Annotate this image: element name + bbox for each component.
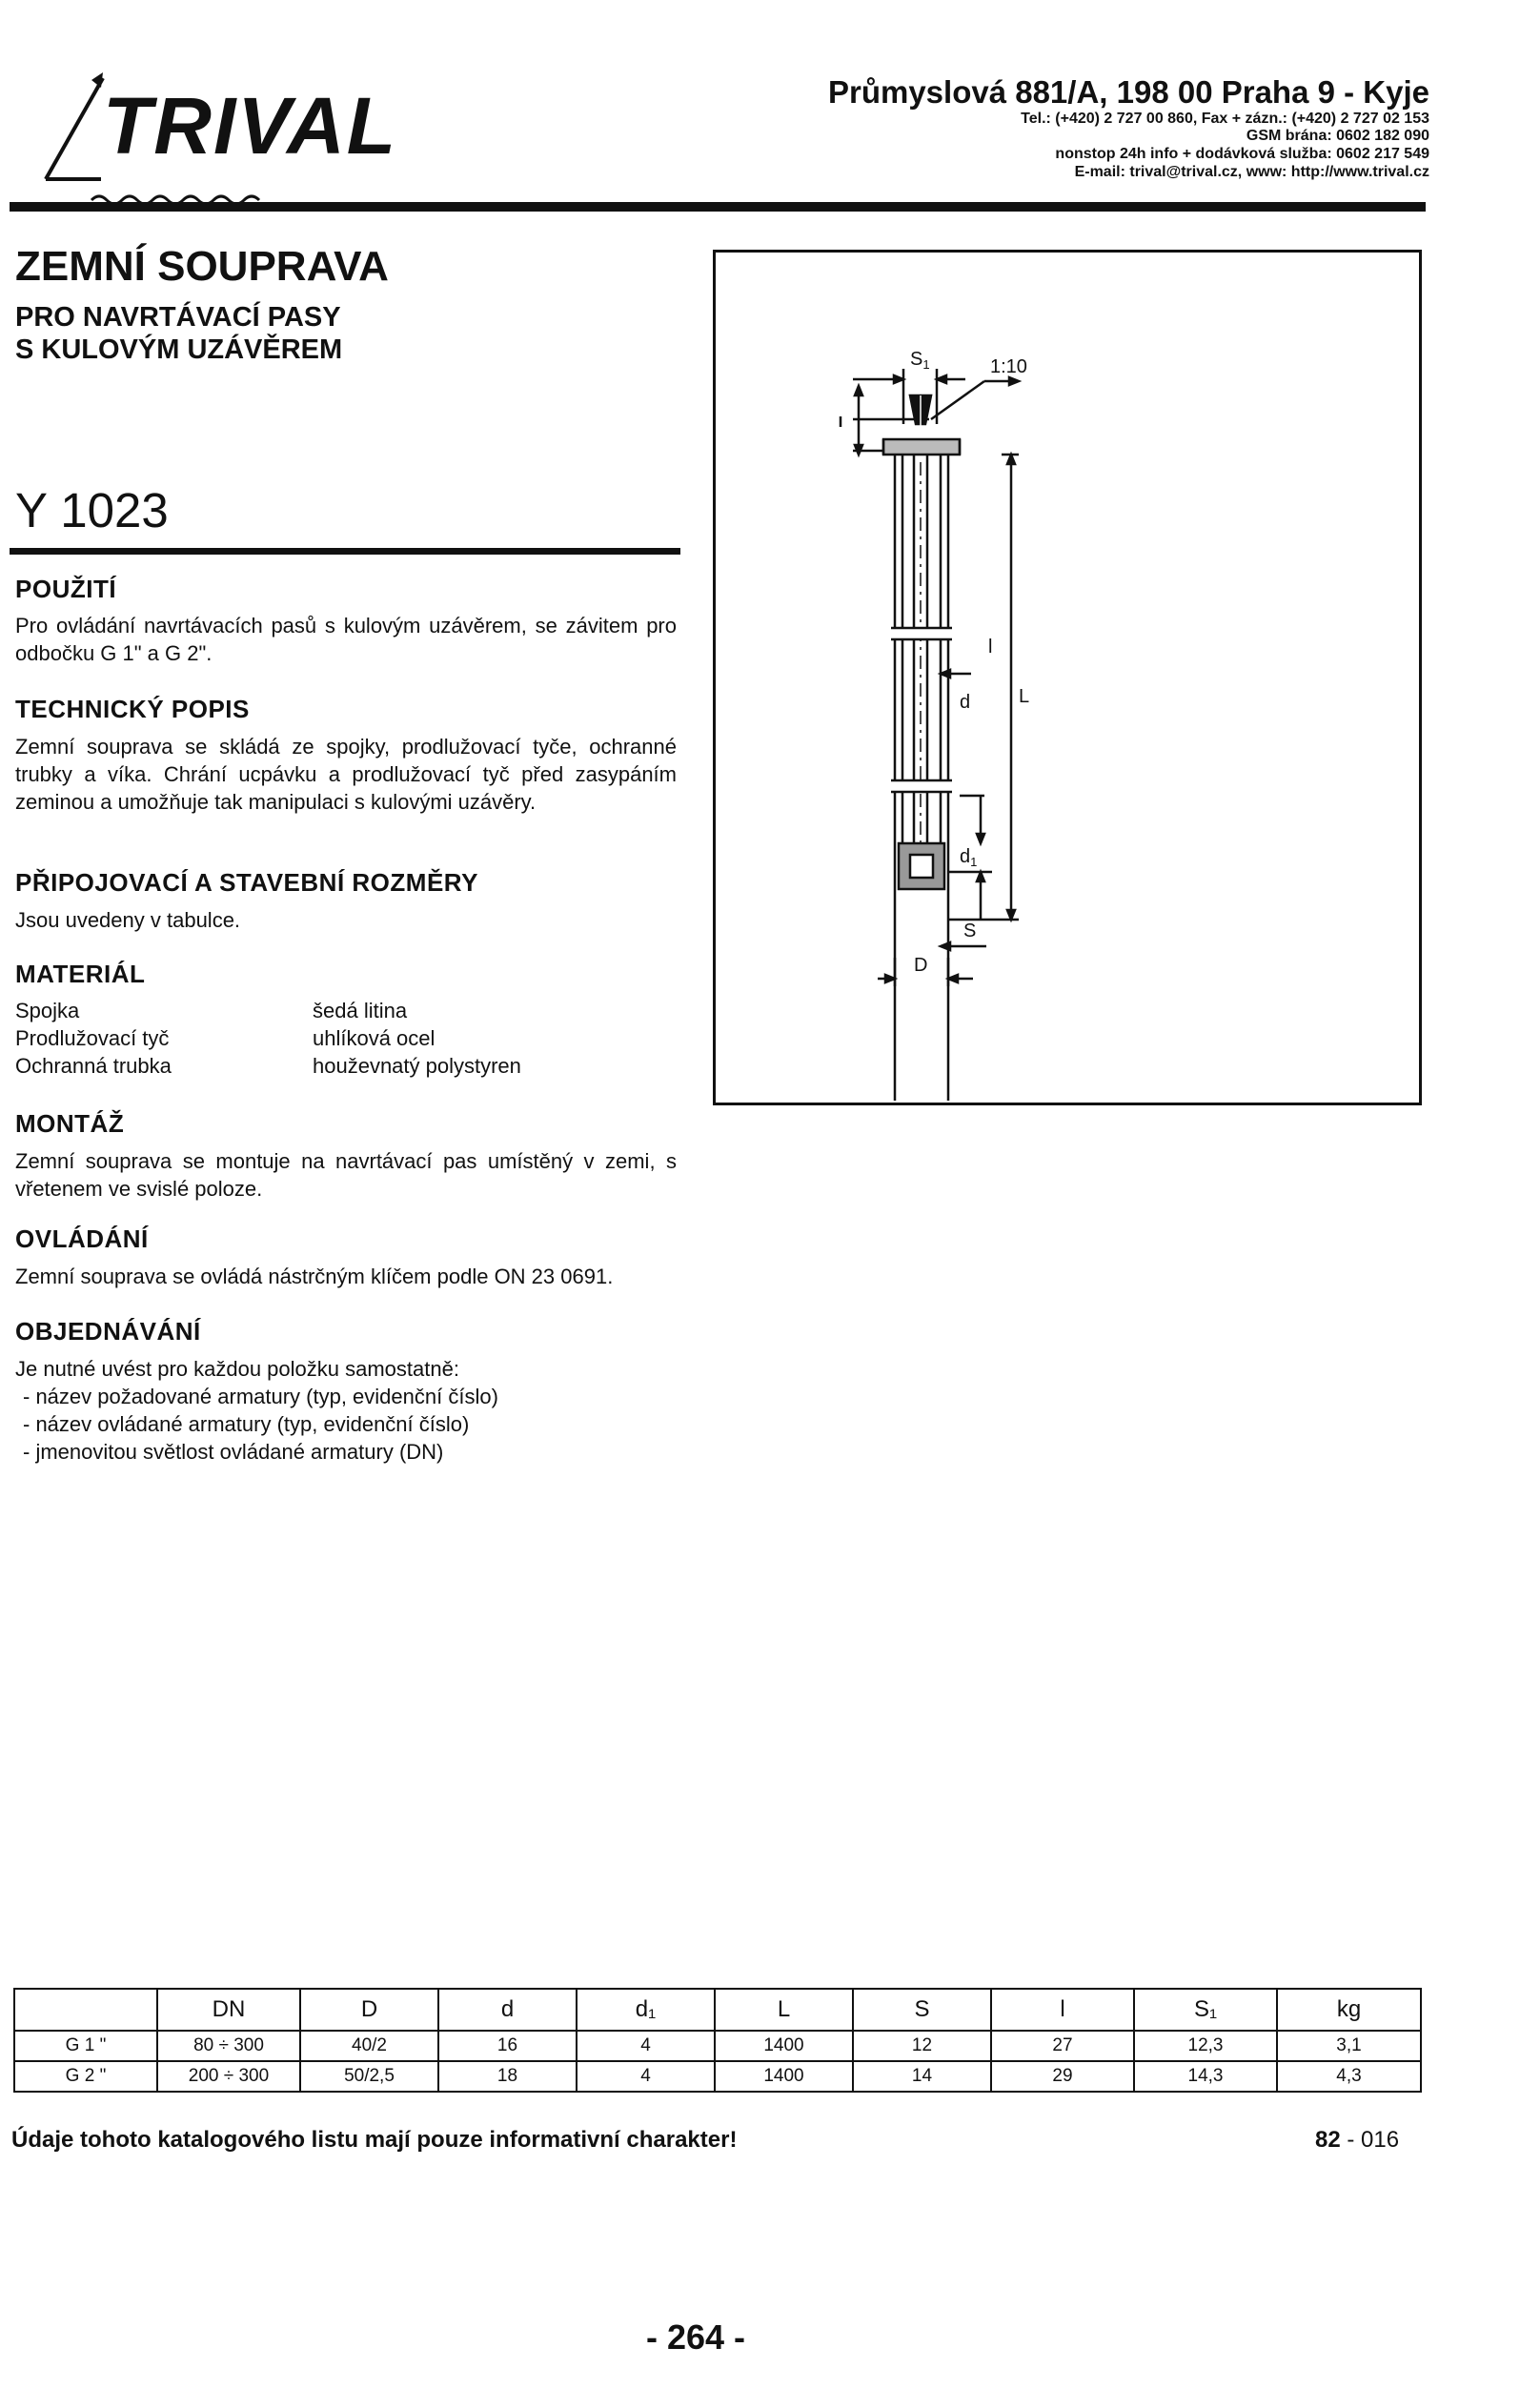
table-header-cell: kg	[1277, 1989, 1421, 2031]
list-item: - název požadované armatury (typ, evidenční číslo)	[23, 1385, 498, 1408]
section-heading-pouziti: POUŽITÍ	[15, 575, 117, 603]
trival-logo	[44, 67, 398, 210]
material-part-tyc: Prodlužovací tyč	[15, 1026, 170, 1050]
product-code: Y 1023	[15, 483, 169, 537]
section-heading-technicky-popis: TECHNICKÝ POPIS	[15, 695, 250, 723]
table-header-cell: d₁	[577, 1989, 715, 2031]
section-heading-ovladani: OVLÁDÁNÍ	[15, 1224, 149, 1253]
table-header-row	[14, 1989, 1421, 2031]
material-value-spojka: šedá litina	[313, 999, 408, 1022]
tel-line: Tel.: (+420) 2 727 00 860, Fax + zázn.: (+420) 2 727 02 153	[1021, 110, 1429, 127]
list-item: - jmenovitou světlost ovládané armatury (DN)	[23, 1440, 444, 1464]
email-line: E-mail: trival@trival.cz, www: http://www.trival.cz	[1074, 164, 1429, 181]
page-number: - 264 -	[646, 2317, 746, 2357]
section-text-technicky-popis: Zemní souprava se skládá ze spojky, prodlužovací tyče, ochranné trubky a víka. Chrání ucpávku a prodlužovací tyč před zasypáním zeminou a umožňuje tak manipulaci s kulovými uzávěry.	[15, 735, 677, 814]
table-cell: 14,3	[1134, 2061, 1277, 2092]
table-cell: 29	[991, 2061, 1134, 2092]
page-title: ZEMNÍ SOUPRAVA	[15, 243, 389, 290]
code-divider	[10, 548, 680, 555]
label-taper: 1:10	[990, 356, 1027, 377]
table-cell: 80 ÷ 300	[157, 2031, 300, 2061]
label-d: d	[960, 692, 971, 713]
subtitle-line-2: S KULOVÝM UZÁVĚREM	[15, 334, 343, 366]
table-cell: 200 ÷ 300	[157, 2061, 300, 2092]
table-row	[14, 2061, 1421, 2092]
table-cell: 1400	[715, 2061, 853, 2092]
company-address-block	[828, 76, 1429, 181]
subtitle-line-1: PRO NAVRTÁVACÍ PASY	[15, 302, 341, 333]
label-l-upper: l	[988, 637, 993, 658]
table-row	[14, 2031, 1421, 2061]
table-header-cell: L	[715, 1989, 853, 2031]
header-divider	[10, 202, 1426, 212]
sheet-number	[1315, 2127, 1399, 2154]
sheet-number-main: 82	[1315, 2127, 1341, 2153]
section-heading-material: MATERIÁL	[15, 960, 146, 988]
gsm-line: GSM brána: 0602 182 090	[1246, 128, 1429, 145]
section-text-pouziti: Pro ovládání navrtávacích pasů s kulovým uzávěrem, se závitem pro odbočku G 1" a G 2".	[15, 614, 677, 665]
disclaimer-note: Údaje tohoto katalogového listu mají pouze informativní charakter!	[11, 2127, 738, 2153]
page-subtitle	[15, 301, 342, 366]
logo-text: TRIVAL	[103, 81, 398, 171]
table-cell: 12,3	[1134, 2031, 1277, 2061]
list-item: - název ovládané armatury (typ, evidenční číslo)	[23, 1412, 470, 1436]
material-part-spojka: Spojka	[15, 999, 80, 1022]
dimensions-table	[13, 1988, 1422, 2093]
technical-drawing-frame	[713, 250, 1422, 1105]
table-cell: 3,1	[1277, 2031, 1421, 2061]
table-cell: 40/2	[300, 2031, 438, 2061]
material-value-tyc: uhlíková ocel	[313, 1026, 436, 1050]
table-header-cell	[14, 1989, 157, 2031]
label-s1: $S_1$	[910, 349, 930, 372]
table-cell: 12	[853, 2031, 991, 2061]
technical-drawing	[716, 253, 1419, 1103]
table-cell: 1400	[715, 2031, 853, 2061]
table-cell: 27	[991, 2031, 1134, 2061]
sheet-number-suffix: - 016	[1340, 2127, 1400, 2153]
table-cell: 4	[577, 2061, 715, 2092]
section-heading-montaz: MONTÁŽ	[15, 1109, 125, 1138]
table-header-cell: l	[991, 1989, 1134, 2031]
material-part-trubka: Ochranná trubka	[15, 1054, 172, 1078]
section-heading-pripojovaci: PŘIPOJOVACÍ A STAVEBNÍ ROZMĚRY	[15, 868, 478, 897]
nonstop-line: nonstop 24h info + dodávková služba: 0602 217 549	[1055, 146, 1429, 163]
table-cell: 16	[438, 2031, 577, 2061]
label-d1: $d_1$	[960, 846, 978, 869]
table-cell: G 1 "	[14, 2031, 157, 2061]
table-cell: 14	[853, 2061, 991, 2092]
section-heading-objednavani: OBJEDNÁVÁNÍ	[15, 1317, 201, 1346]
table-header-cell: DN	[157, 1989, 300, 2031]
section-text-ovladani: Zemní souprava se ovládá nástrčným klíčem podle ON 23 0691.	[15, 1265, 614, 1288]
table-header-cell: d	[438, 1989, 577, 2031]
table-header-cell: S₁	[1134, 1989, 1277, 2031]
table-header-cell: S	[853, 1989, 991, 2031]
table-cell: G 2 "	[14, 2061, 157, 2092]
label-S: S	[963, 921, 977, 941]
section-text-pripojovaci: Jsou uvedeny v tabulce.	[15, 908, 241, 932]
table-cell: 4,3	[1277, 2061, 1421, 2092]
address-line: Průmyslová 881/A, 198 00 Praha 9 - Kyje	[827, 74, 1429, 110]
table-cell: 4	[577, 2031, 715, 2061]
section-text-objednavani-intro: Je nutné uvést pro každou položku samostatně:	[15, 1357, 459, 1381]
table-cell: 50/2,5	[300, 2061, 438, 2092]
section-text-montaz: Zemní souprava se montuje na navrtávací pas umístěný v zemi, s vřetenem ve svislé poloze.	[15, 1149, 677, 1201]
table-header-cell: D	[300, 1989, 438, 2031]
material-value-trubka: houževnatý polystyren	[313, 1054, 521, 1078]
table-cell: 18	[438, 2061, 577, 2092]
label-D: D	[914, 955, 928, 976]
label-L: L	[1019, 686, 1030, 707]
